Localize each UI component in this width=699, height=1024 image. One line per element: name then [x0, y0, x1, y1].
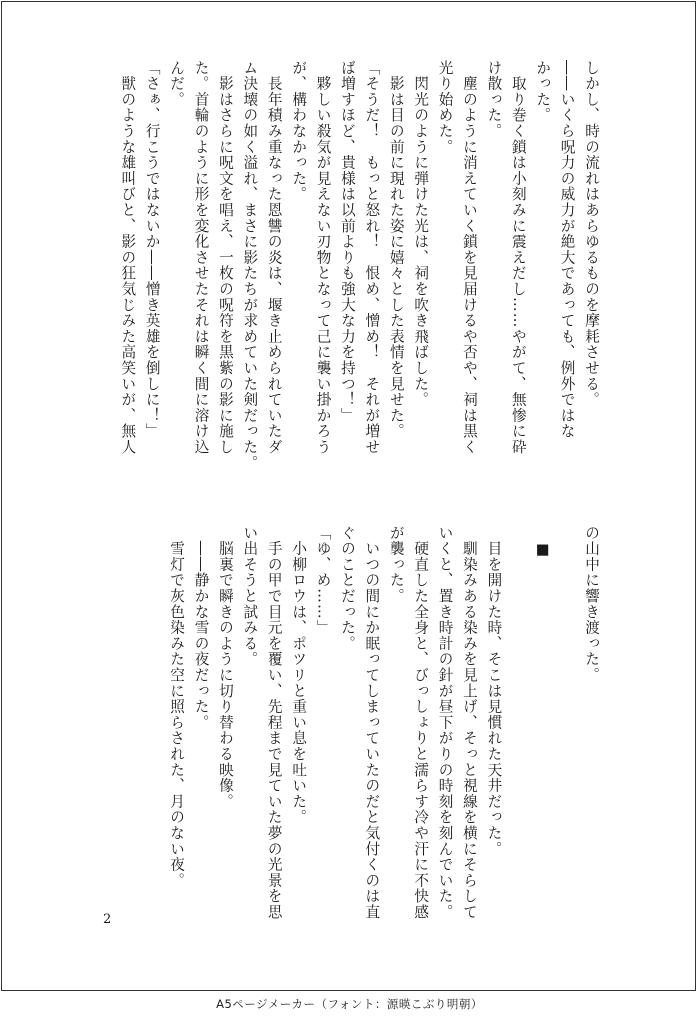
text-line: 雪灯で灰色染みた空に照らされた、月のない夜。 — [168, 525, 186, 889]
text-line: 馴染みある染みを見上げ、そっと視線を横にそらして — [460, 525, 478, 920]
text-line: 影はさらに呪文を唱え、一枚の呪符を黒紫の影に施し — [216, 60, 234, 455]
text-line: た。首輪のように形を変化させたそれは瞬く間に溶け込 — [192, 60, 210, 455]
footer-caption: A5ページメーカー（フォント：源暎こぶり明朝） — [216, 997, 483, 1011]
text-line: 「さぁ、行こうではないか――憎き英雄を倒しに！」 — [143, 60, 161, 440]
text-line: ば増すほど、貴様は以前よりも強大な力を持つ！」 — [338, 60, 356, 424]
text-line — [554, 525, 578, 925]
text-line: しかし、時の流れはあらゆるものを摩耗させる。 — [583, 60, 600, 408]
text-line: いくと、置き時計の針が昼下がりの時刻を刻んでいた。 — [436, 525, 454, 920]
page-number: 2 — [103, 912, 112, 927]
text-line: 取り巻く鎖は小刻みに震えだし……やがて、無惨に砕 — [509, 60, 527, 455]
text-line: かった。 — [534, 60, 552, 124]
text-line: け散った。 — [485, 60, 503, 139]
manuscript-page — [1, 1, 696, 991]
text-line: 影は目の前に現れた姿に嬉々とした表情を見せた。 — [387, 60, 405, 440]
text-line: 脳裏で瞬きのように切り替わる映像。 — [216, 525, 234, 810]
section-break-mark: ■ — [534, 525, 552, 559]
text-line: 硬直した全身と、びっしょりと濡らす冷や汗に不快感 — [412, 525, 430, 920]
text-block-upper — [115, 60, 603, 471]
text-line: 手の甲で目元を覆い、先程まで見ていた夢の光景を思 — [265, 525, 283, 920]
text-block-lower — [164, 525, 603, 925]
text-line: 「そうだ！ もっと怒れ！ 恨め、憎め！ それが増せ — [363, 60, 381, 455]
text-line: 塵のように消えていく鎖を見届けるや否や、祠は黒く — [460, 60, 478, 455]
text-line: ――静かな雪の夜だった。 — [192, 525, 210, 731]
text-line: が、構わなかった。 — [290, 60, 308, 203]
text-line: 獣のような雄叫びと、影の狂気じみた高笑いが、無人 — [119, 60, 137, 455]
text-line: 閃光のように弾けた光は、祠を吹き飛ばした。 — [412, 60, 430, 408]
text-line — [505, 525, 529, 925]
text-line: が襲った。 — [387, 525, 405, 604]
text-line: ――いくら呪力の威力が絶大であっても、例外ではな — [558, 60, 576, 440]
text-line: の山中に響き渡った。 — [583, 525, 600, 683]
text-line: 光り始めた。 — [436, 60, 454, 155]
text-line: 小柳ロウは、ポツリと重い息を吐いた。 — [290, 525, 308, 826]
text-line: ム決壊の如く溢れ、まさに影たちが求めていた剣だった。 — [241, 60, 259, 471]
text-line: ぐのことだった。 — [338, 525, 356, 652]
text-line: 「ゆ、め……」 — [314, 525, 332, 636]
text-line: 目を開けた時、そこは見慣れた天井だった。 — [485, 525, 503, 857]
text-line: んだ。 — [168, 60, 186, 108]
text-line: いつの間にか眠ってしまっていたのだと気付くのは直 — [363, 525, 381, 920]
text-line: 長年積み重なった恩讐の炎は、堰き止められていたダ — [265, 60, 283, 455]
text-line: い出そうと試みる。 — [241, 525, 259, 668]
text-line: 夥しい殺気が見えない刃物となって己に襲い掛かろう — [314, 60, 332, 455]
